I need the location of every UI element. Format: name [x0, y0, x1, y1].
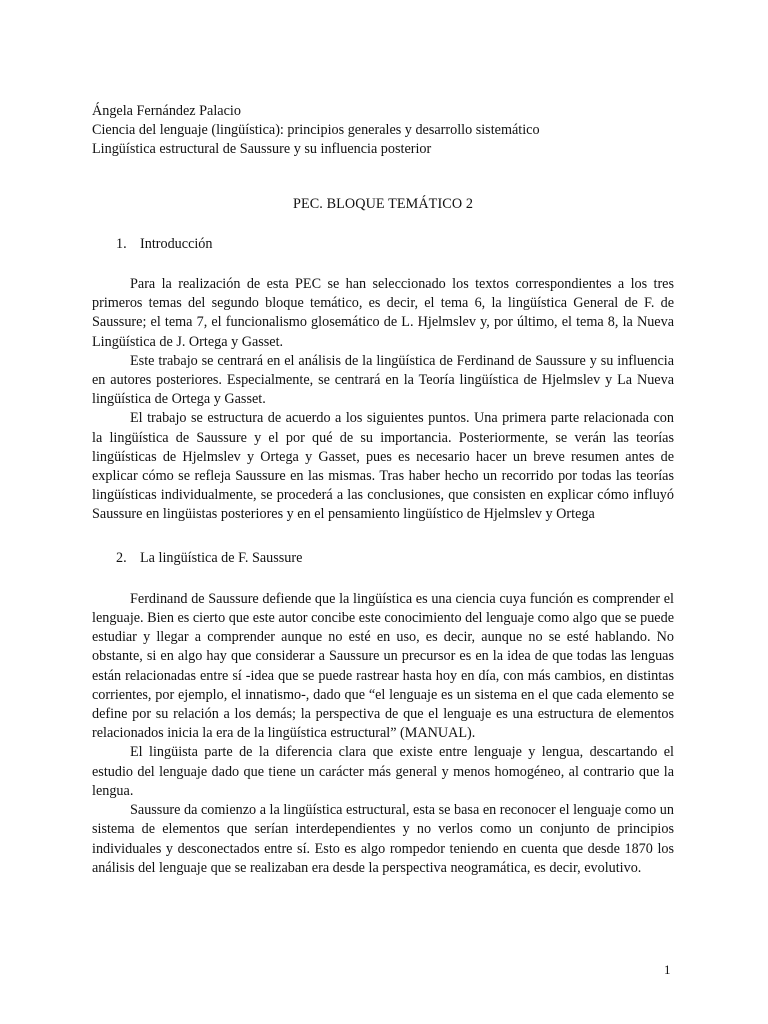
paragraph: El lingüista parte de la diferencia clara que existe entre lenguaje y lengua, descartando el estudio del lenguaje dado que tiene un carácter más general y menos homogéneo, al contrario que la lengua.	[92, 744, 674, 799]
document-page	[92, 102, 674, 878]
document-title: PEC. BLOQUE TEMÁTICO 2	[292, 195, 474, 212]
course-name: Ciencia del lenguaje (lingüística): principios generales y desarrollo sistemático	[92, 122, 540, 139]
page-number: 1	[664, 962, 671, 977]
section-heading-introduccion	[92, 235, 674, 254]
paragraph: Para la realización de esta PEC se han seleccionado los textos correspondientes a los tres primeros temas del segundo bloque temático, es decir, el tema 6, la lingüística General de F. de Saussure; el tema 7, el funcionalismo glosemático de L. Hjelmslev y, por último, el tema 8, la Nueva Lingüística de J. Ortega y Gasset.	[92, 276, 674, 350]
section-heading-saussure	[92, 549, 674, 568]
section-title: Introducción	[140, 235, 213, 252]
paragraph: Saussure da comienzo a la lingüística estructural, esta se basa en reconocer el lenguaje como un sistema de elementos que serían interdependientes y no verlos como un conjunto de principios individuales y desconectados entre sí. Esto es algo rompedor teniendo en cuenta que desde 1870 los análisis del lenguaje que se realizaban era desde la perspectiva neogramática, es decir, evolutivo.	[92, 802, 674, 876]
paragraph: Ferdinand de Saussure defiende que la lingüística es una ciencia cuya función es comprender el lenguaje. Bien es cierto que este autor concibe este conocimiento del lenguaje como algo que se puede estudiar y llegar a comprender aunque no esté en uso, es decir, aunque no se esté hablando. No obstante, si en algo hay que considerar a Saussure un precursor es en la idea de que todas las lenguas están relacionadas entre sí -idea que se puede rastrear hasta hoy en día, con más cambios, en distintas corrientes, por ejemplo, el innatismo-, dado que “el lenguaje es un sistema en el que cada elemento se define por su relación a los demás; la perspectiva de que el lenguaje es una estructura de elementos relacionados inicia la era de la lingüística estructural” (MANUAL).	[92, 590, 674, 742]
section-number: 2.	[116, 549, 127, 566]
paragraph: Este trabajo se centrará en el análisis de la lingüística de Ferdinand de Saussure y su influencia en autores posteriores. Especialmente, se centrará en la Teoría lingüística de Hjelmslev y La Nueva lingüística de Ortega y Gasset.	[92, 352, 674, 408]
paragraph: El trabajo se estructura de acuerdo a los siguientes puntos. Una primera parte relacionada con la lingüística de Saussure y el por qué de su importancia. Posteriormente, se verán las teorías lingüísticas de Hjelmslev y Ortega y Gasset, pues es necesario hacer un breve resumen antes de explicar cómo se refleja Saussure en las mismas. Tras haber hecho un recorrido por todas las teorías lingüísticas individualmente, se procederá a las conclusiones, que consisten en explicar cómo influyó Saussure en lingüistas posteriores y en el pensamiento lingüístico de Hjelmslev y Ortega	[92, 410, 674, 523]
author-name: Ángela Fernández Palacio	[92, 103, 241, 119]
section-number: 1.	[116, 235, 127, 252]
subject-name: Lingüística estructural de Saussure y su influencia posterior	[92, 141, 432, 158]
section-title: La lingüística de F. Saussure	[140, 549, 303, 566]
